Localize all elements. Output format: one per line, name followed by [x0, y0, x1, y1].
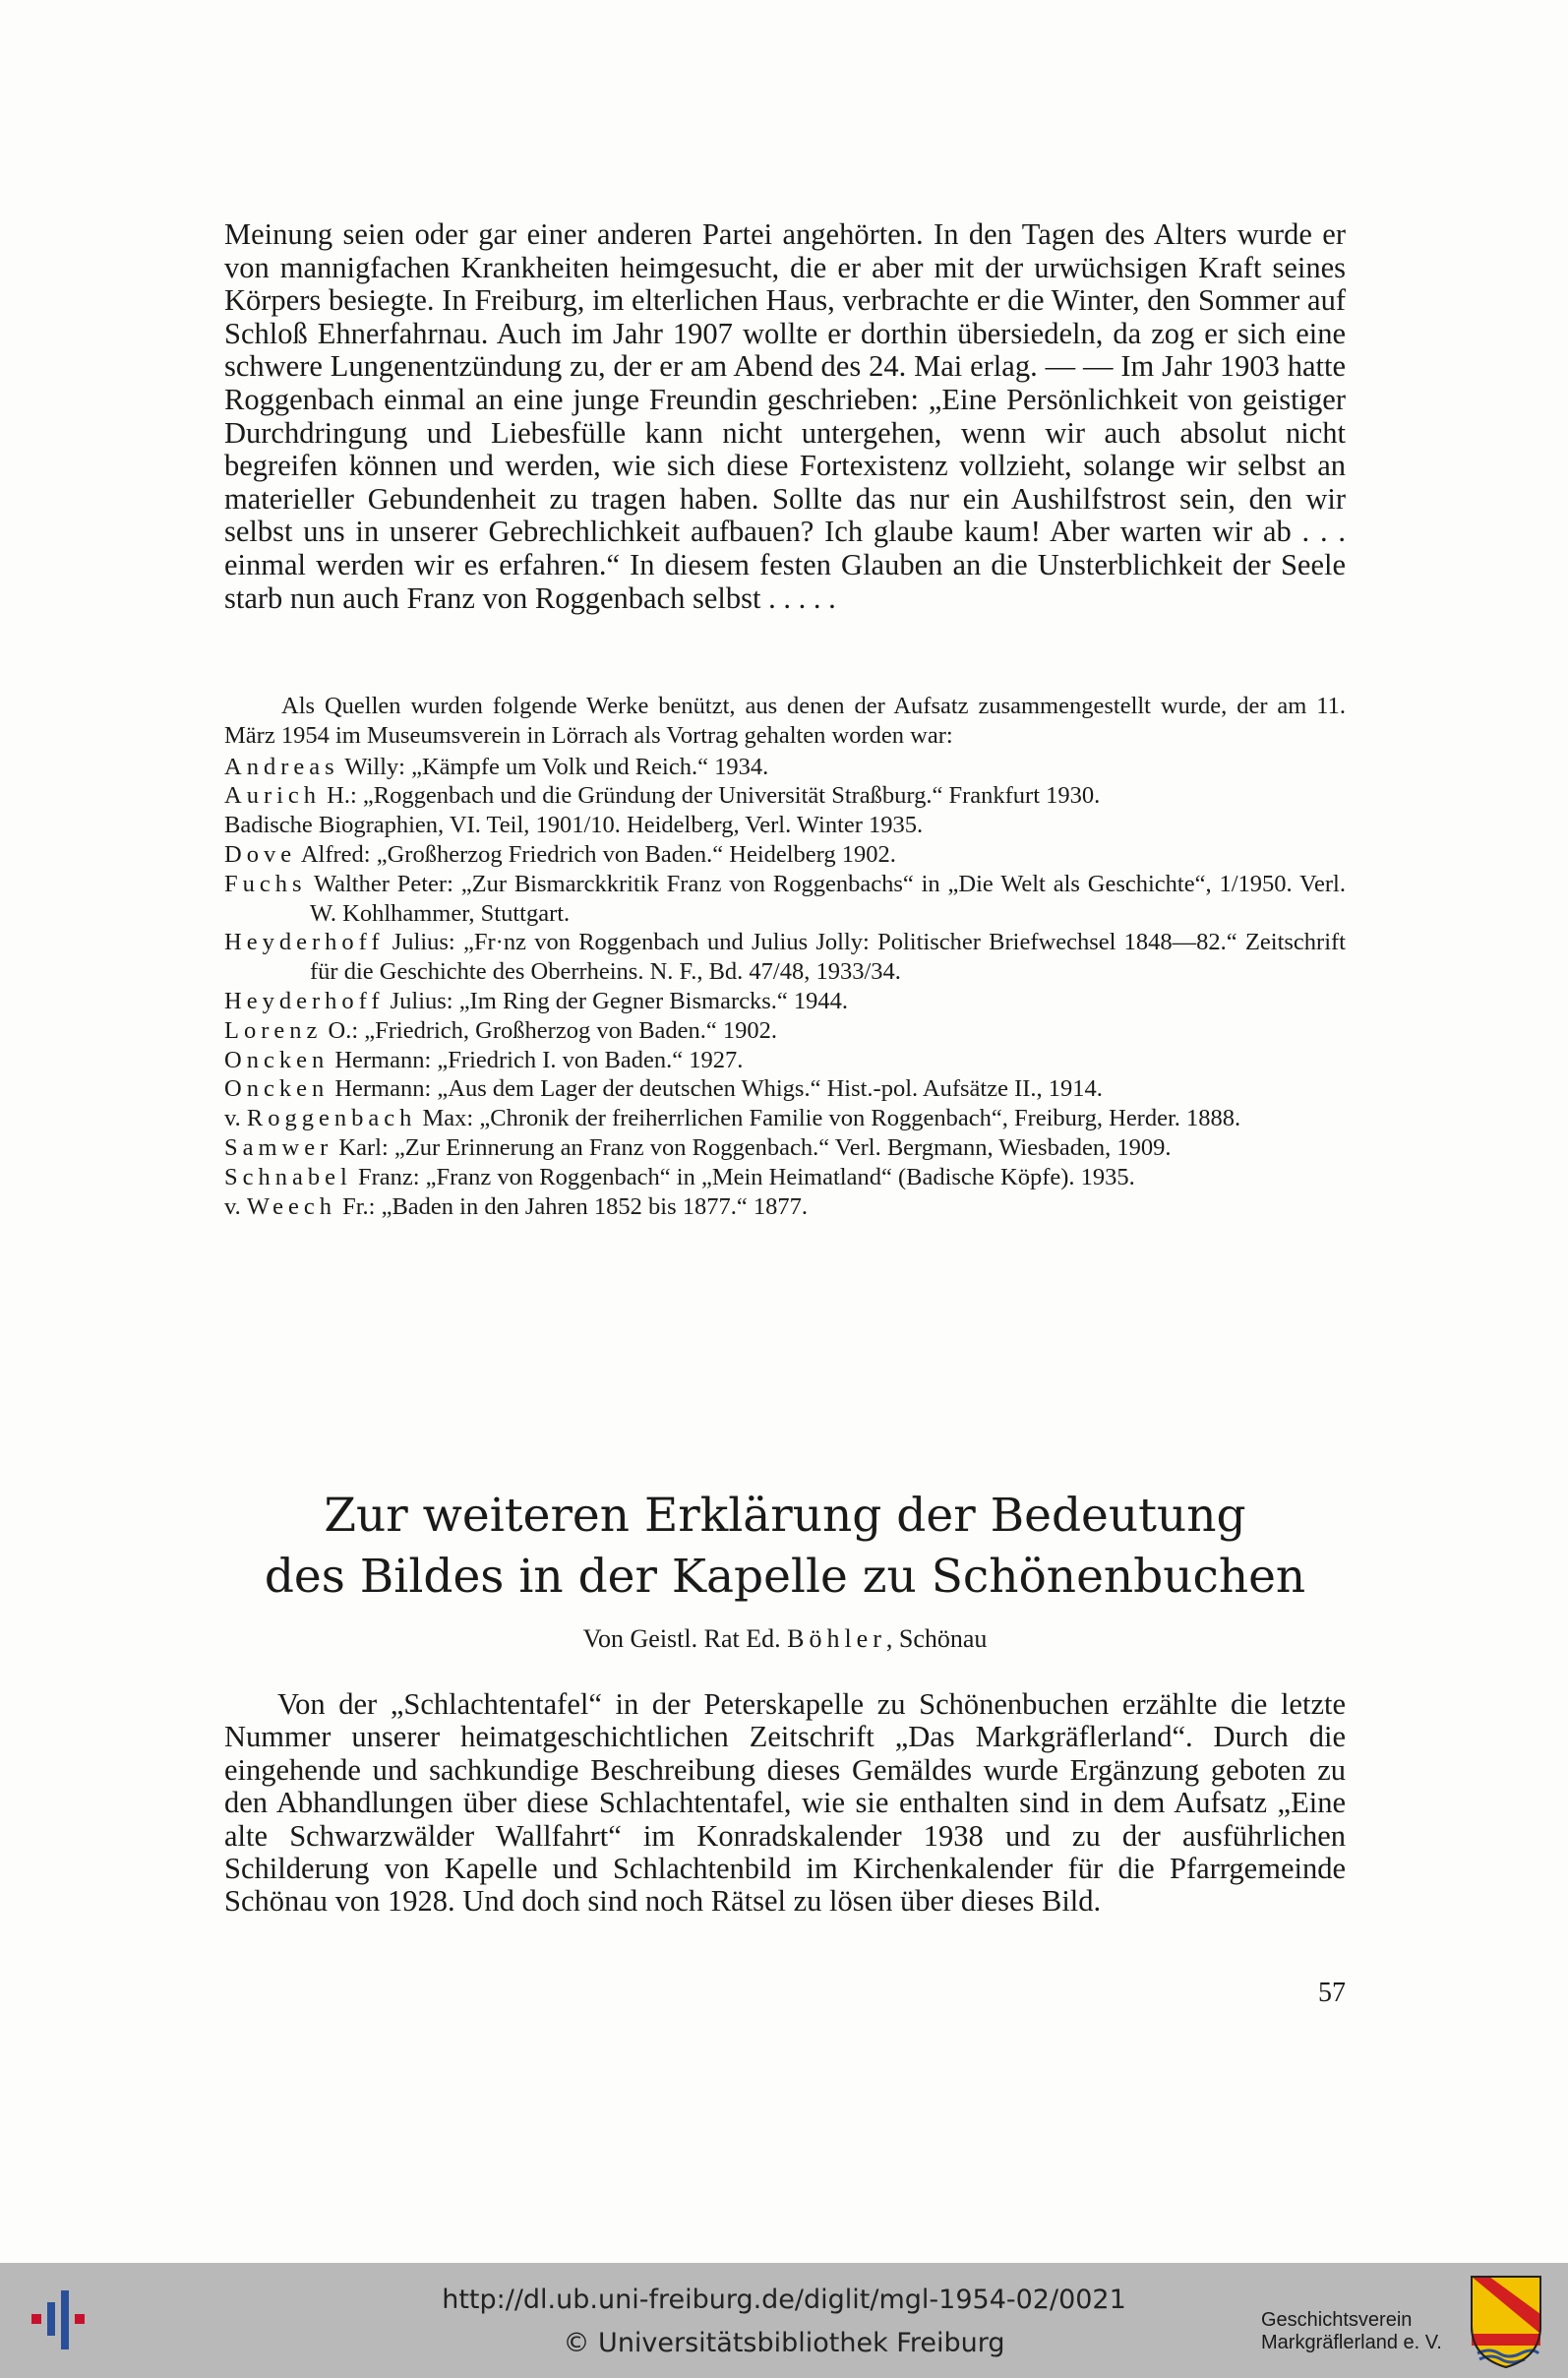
reference-author: Roggenbach: [246, 1105, 417, 1132]
reference-author: Heyderhoff: [224, 987, 385, 1014]
reference-detail: Franz: „Franz von Roggenbach“ in „Mein Heimatland“ (Badische Köpfe). 1935.: [351, 1163, 1135, 1190]
article-title: [224, 1486, 1346, 1608]
reference-prefix: v.: [224, 1192, 247, 1220]
reference-item: [224, 781, 1346, 811]
reference-item: [224, 1074, 1346, 1104]
sources-block: [224, 692, 1346, 1221]
reference-item: [224, 1192, 1346, 1222]
reference-detail: Karl: „Zur Erinnerung an Franz von Roggenbach.“ Verl. Bergmann, Wiesbaden, 1909.: [332, 1133, 1172, 1161]
body-paragraph: Meinung seien oder gar einer anderen Partei angehörten. In den Tagen des Alters wurde er von mannigfachen Krankheiten heimgesucht, die er aber mit der urwüchsigen Kraft seines Körpers besiegte. In Freiburg, im elterlichen Haus, verbrachte er die Winter, den Sommer auf Schloß Ehnerfahrnau. Auch im Jahr 1907 wollte er dorthin übersiedeln, da zog er sich eine schwere Lungenentzündung zu, der er am Abend des 24. Mai erlag. — — Im Jahr 1903 hatte Roggenbach einmal an eine junge Freundin geschrieben: „Eine Persönlichkeit von geistiger Durchdringung und Liebesfülle kann nicht untergehen, wenn wir auch absolut nicht begreifen können und werden, wie sich diese Fortexistenz vollzieht, solange wir selbst an materieller Gebundenheit zu tragen haben. Sollte das nur ein Aushilfstrost sein, den wir selbst uns in unserer Gebrechlichkeit aufbauen? Ich glaube kaum! Aber warten wir ab . . . einmal werden wir es erfahren.“ In diesem festen Glauben an die Unsterblichkeit der Seele starb nun auch Franz von Roggenbach selbst . . . . .: [224, 217, 1346, 615]
reference-item: [224, 1016, 1346, 1046]
reference-author: Oncken: [224, 1075, 330, 1103]
reference-detail: Walther Peter: „Zur Bismarckkritik Franz von Roggenbachs“ in „Die Welt als Geschichte“, 1/1950. Verl. W. Kohlhammer, Stuttgart.: [306, 870, 1346, 927]
reference-detail: Willy: „Kämpfe um Volk und Reich.“ 1934.: [338, 753, 769, 780]
sources-intro: Als Quellen wurden folgende Werke benützt, aus denen der Aufsatz zusammengestellt wurde, der am 11. März 1954 im Museumsverein in Lörrach als Vortrag gehalten worden war:: [224, 693, 1346, 749]
reference-prefix: v.: [224, 1105, 247, 1132]
page-number: 57: [1318, 1978, 1346, 2008]
reference-author: Dove: [224, 840, 297, 868]
document-url-link[interactable]: http://dl.ub.uni-freiburg.de/diglit/mgl-1954-02/0021: [442, 2285, 1126, 2315]
reference-item: [224, 1163, 1346, 1192]
reference-detail: Hermann: „Aus dem Lager der deutschen Whigs.“ Hist.-pol. Aufsätze II., 1914.: [329, 1075, 1103, 1103]
reference-item: [224, 1104, 1346, 1133]
reference-author: Oncken: [224, 1046, 330, 1073]
reference-detail: Hermann: „Friedrich I. von Baden.“ 1927.: [329, 1046, 744, 1073]
author-name: Böhler: [787, 1624, 886, 1653]
reference-detail: O.: „Friedrich, Großherzog von Baden.“ 1902.: [322, 1016, 778, 1044]
article-title-line2: des Bildes in der Kapelle zu Schönenbuchen: [264, 1550, 1306, 1604]
reference-author: Aurich: [224, 782, 322, 810]
reference-author: Lorenz: [224, 1016, 323, 1044]
reference-detail: Max: „Chronik der freiherrlichen Familie von Roggenbach“, Freiburg, Herder. 1888.: [416, 1105, 1241, 1132]
reference-item: [224, 870, 1346, 929]
reference-item: [224, 1133, 1346, 1163]
reference-item: [224, 1046, 1346, 1075]
reference-item: [224, 811, 1346, 840]
article-body: [224, 1688, 1346, 1919]
copyright-notice: © Universitätsbibliothek Freiburg: [563, 2328, 1005, 2358]
body-text-block: [224, 218, 1346, 615]
article-title-line1: Zur weiteren Erklärung der Bedeutung: [324, 1489, 1246, 1543]
reference-detail: Badische Biographien, VI. Teil, 1901/10. Heidelberg, Verl. Winter 1935.: [224, 812, 924, 839]
reference-list: [224, 753, 1346, 1222]
reference-author: Weech: [246, 1192, 336, 1220]
reference-author: Samwer: [224, 1133, 333, 1161]
author-suffix: , Schönau: [885, 1624, 988, 1653]
article-author: [224, 1624, 1346, 1654]
reference-detail: Julius: „Fr·nz von Roggenbach und Julius Jolly: Politischer Briefwechsel 1848—82.“ Zeitschrift für die Geschichte des Oberrheins. N. F., Bd. 47/48, 1933/34.: [310, 929, 1346, 986]
reference-detail: Alfred: „Großherzog Friedrich von Baden.“ Heidelberg 1902.: [296, 840, 896, 868]
reference-author: Andreas: [224, 753, 339, 780]
viewer-footer: [0, 2263, 1568, 2378]
reference-detail: H.: „Roggenbach und die Gründung der Universität Straßburg.“ Frankfurt 1930.: [321, 782, 1101, 810]
reference-author: Schnabel: [224, 1163, 352, 1190]
reference-author: Heyderhoff: [224, 929, 385, 956]
reference-detail: Julius: „Im Ring der Gegner Bismarcks.“ 1944.: [384, 987, 849, 1014]
reference-detail: Fr.: „Baden in den Jahren 1852 bis 1877.“ 1877.: [335, 1192, 809, 1220]
reference-item: [224, 840, 1346, 870]
author-prefix: Von Geistl. Rat Ed.: [582, 1624, 788, 1653]
reference-item: [224, 753, 1346, 782]
society-name-line2: Markgräflerland e. V.: [1261, 2332, 1442, 2353]
society-name-line1: Geschichtsverein: [1261, 2309, 1413, 2331]
reference-item: [224, 928, 1346, 987]
coat-of-arms-icon: [1470, 2275, 1542, 2369]
reference-author: Fuchs: [224, 870, 307, 897]
reference-item: [224, 987, 1346, 1016]
society-name: [1261, 2309, 1442, 2354]
article-paragraph: Von der „Schlachtentafel“ in der Peterskapelle zu Schönenbuchen erzählte die letzte Nummer unserer heimatgeschichtlichen Zeitschrift „Das Markgräflerland“. Durch die eingehende und sachkundige Beschreibung dieses Gemäldes wurde Ergänzung geboten zu den Abhandlungen über diese Schlachtentafel, wie sie enthalten sind in dem Aufsatz „Eine alte Schwarzwälder Wallfahrt“ im Konradskalender 1938 und zu der ausführlichen Schilderung von Kapelle und Schlachtenbild im Kirchenkalender für die Pfarrgemeinde Schönau von 1928. Und doch sind noch Rätsel zu lösen über dieses Bild.: [224, 1687, 1346, 1919]
